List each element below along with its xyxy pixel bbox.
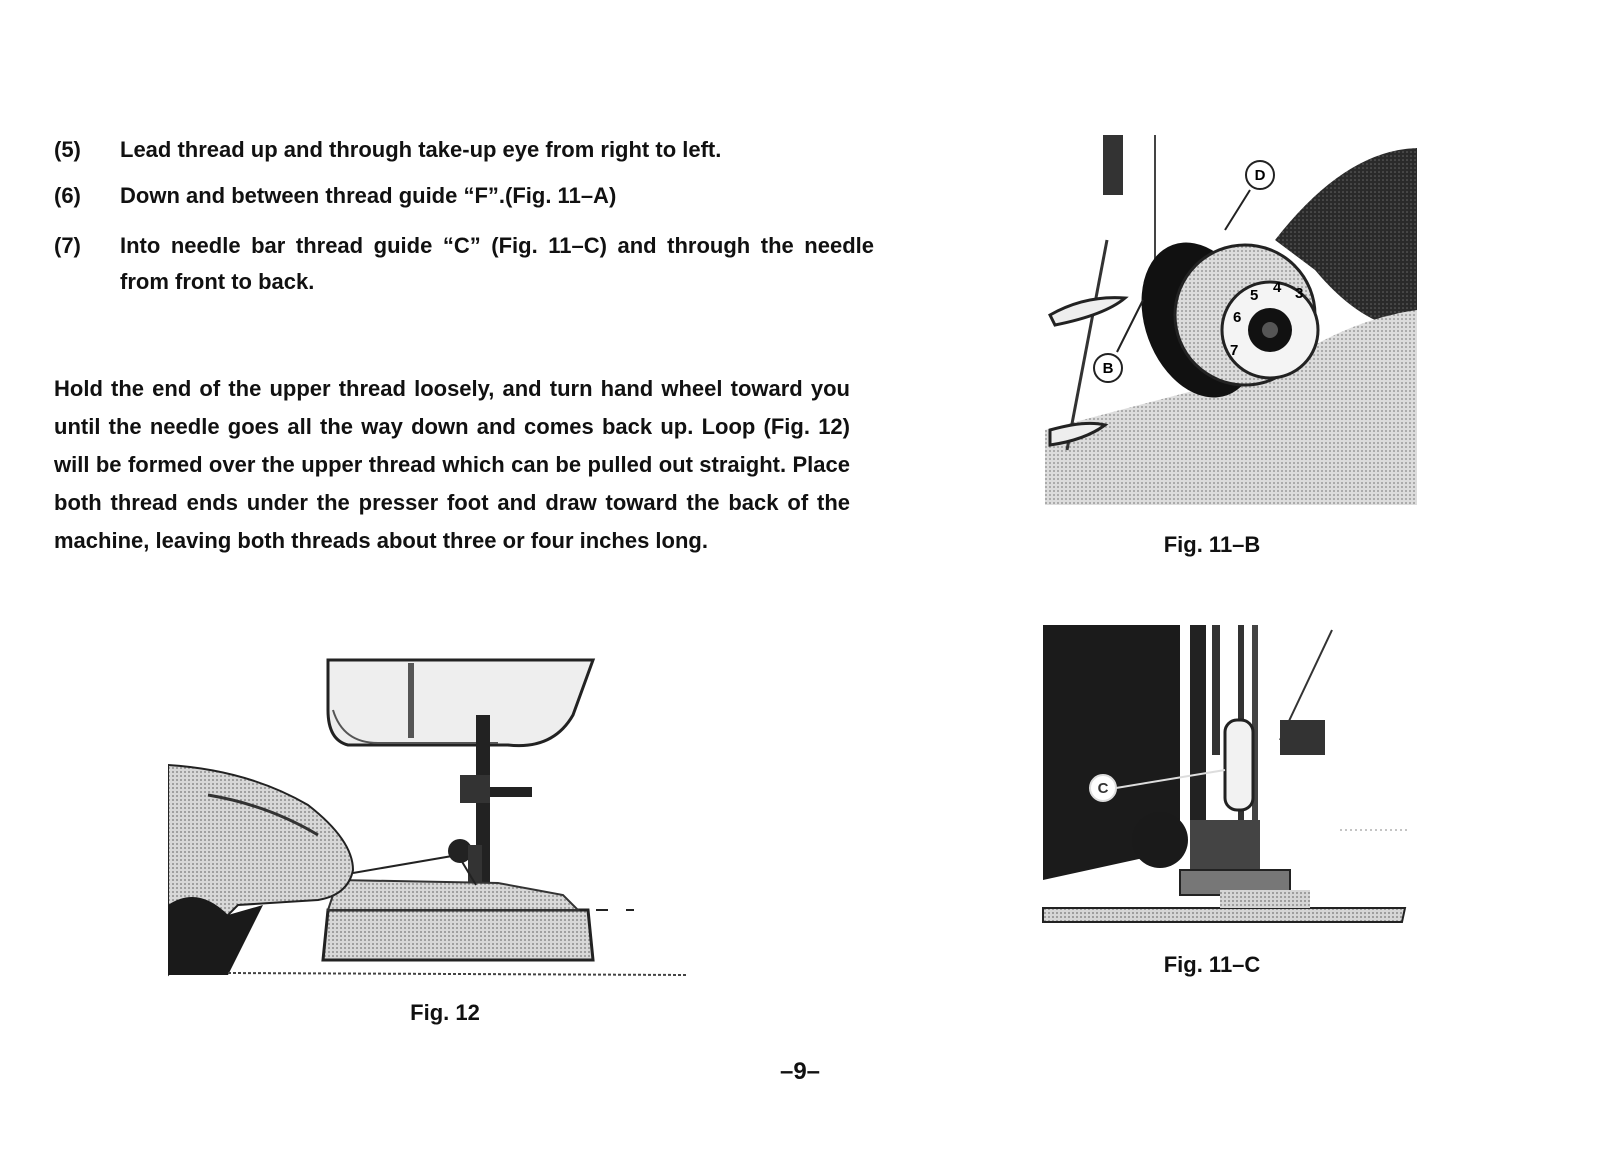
fig-12-caption: Fig. 12: [410, 1000, 480, 1025]
dial-number: 6: [1233, 309, 1242, 326]
label-b: B: [1102, 360, 1114, 377]
dial-number: 4: [1273, 279, 1282, 296]
fig-11b-illustration: [1045, 130, 1425, 510]
fig-11c-illustration: [1040, 620, 1420, 940]
instruction-paragraph: Hold the end of the upper thread loosely, and turn hand wheel toward you until the needle goes all the way down and comes back up. Loop (Fig. 12) will be formed over the upper thread which can be pulled out straight. Place both thread ends under the presser foot and draw toward the back of the machine, leaving both threads about three or four inches long.: [54, 376, 850, 553]
dial-number: 5: [1250, 287, 1259, 304]
step-text: Down and between thread guide “F”.(Fig. 11–A): [120, 183, 617, 208]
step-number: (5): [54, 137, 81, 162]
label-c: C: [1097, 780, 1109, 797]
step-number: (7): [54, 233, 81, 258]
step-text: Lead thread up and through take-up eye from right to left.: [120, 137, 722, 162]
fig-12-illustration: [168, 655, 688, 985]
fig-11b-caption: Fig. 11–B: [1163, 532, 1261, 557]
fig-11c-caption: Fig. 11–C: [1163, 952, 1261, 977]
page-number: –9–: [779, 1058, 821, 1085]
label-d: D: [1254, 167, 1266, 184]
step-number: (6): [54, 183, 81, 208]
dial-number: 7: [1230, 342, 1239, 359]
step-text: Into needle bar thread guide “C” (Fig. 11–C) and through the needle from front to back.: [120, 233, 874, 294]
dial-number: 3: [1295, 285, 1304, 302]
